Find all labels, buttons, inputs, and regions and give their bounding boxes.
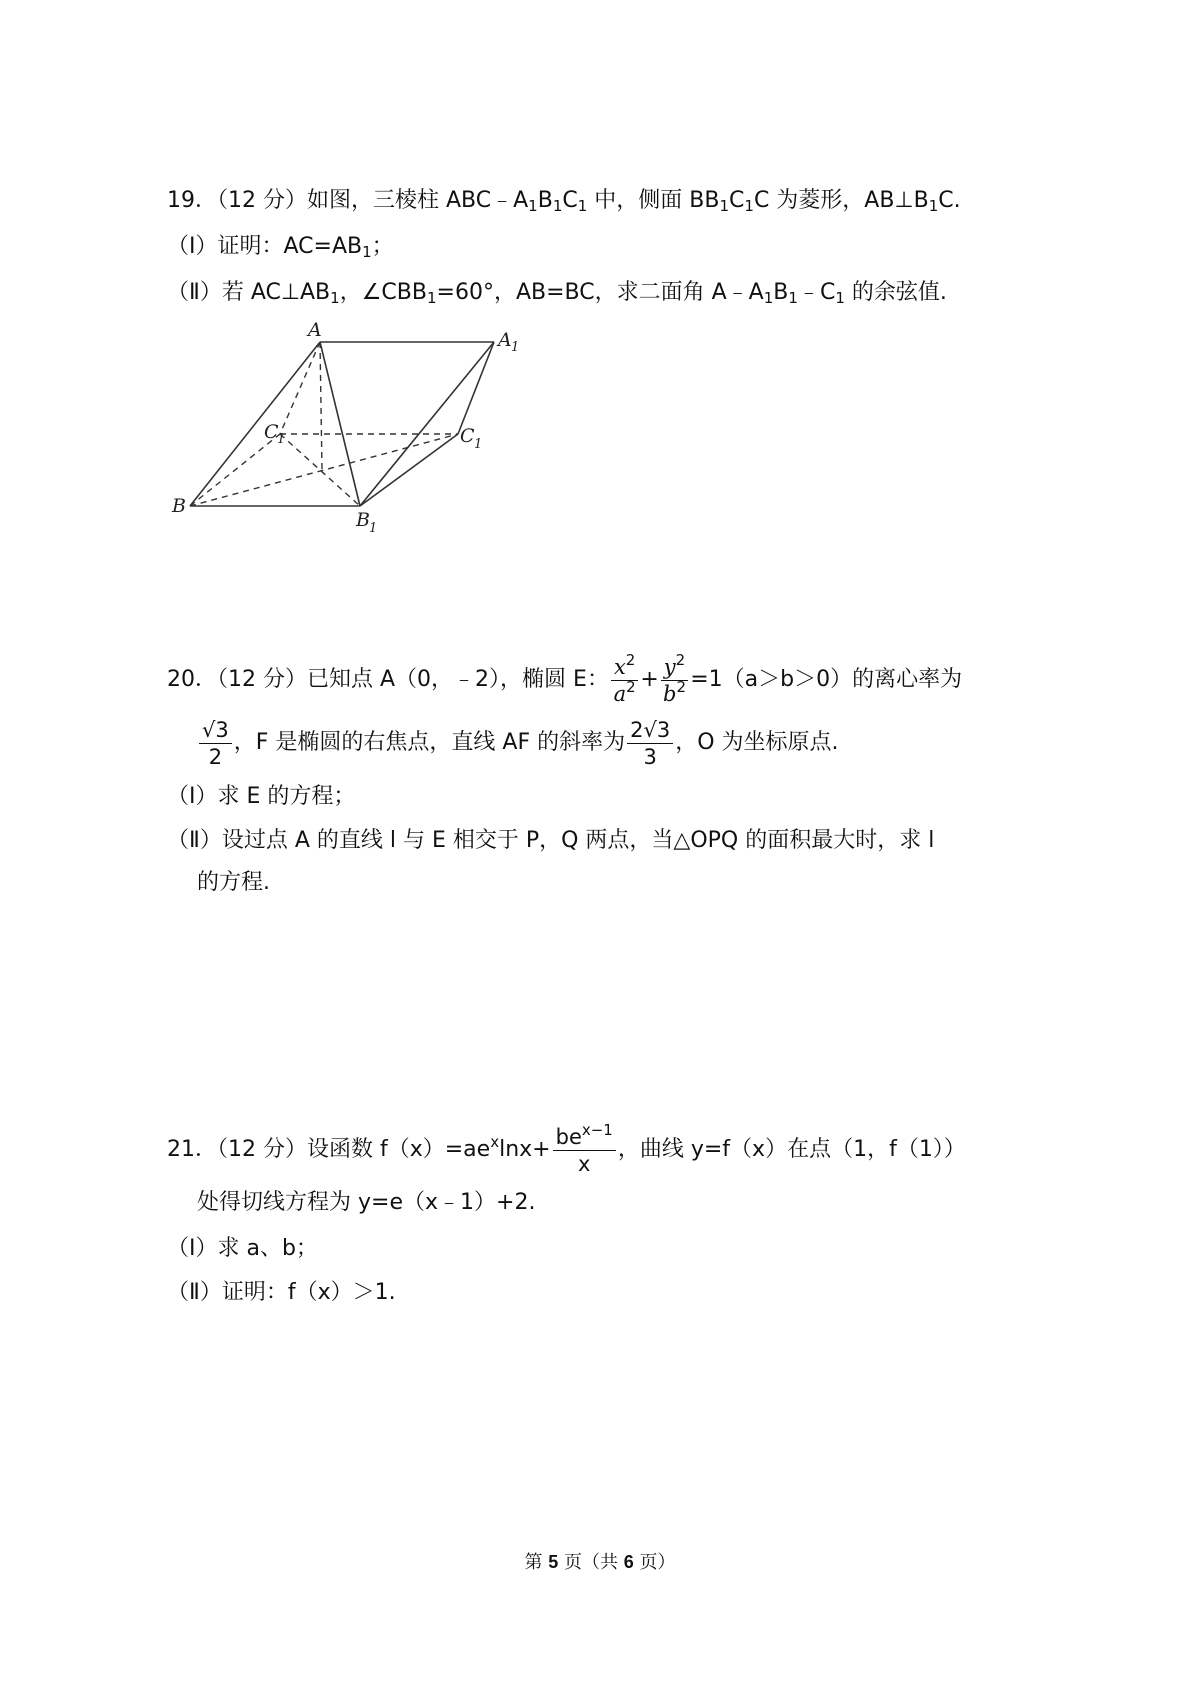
- edge-CB1: [280, 434, 360, 506]
- q20-part2-cont: 的方程.: [197, 870, 270, 895]
- label-B: B: [172, 495, 186, 517]
- q21-part2: （Ⅱ）证明：f（x）＞1.: [167, 1280, 396, 1305]
- fraction-y2-b2: $\frac{y^2}{b^2}$: [661, 654, 688, 707]
- fraction-x2-a2: $\frac{x^2}{a^2}$: [611, 654, 638, 707]
- fraction-be-over-x: $\frac{be^{x-1}}{x}$: [553, 1124, 616, 1177]
- label-A1: A: [498, 329, 512, 351]
- q19-part1: （Ⅰ）证明：$AC=AB_1$；: [167, 234, 394, 261]
- q21-line2: 处得切线方程为 y=e（x﹣1）+2.: [197, 1190, 536, 1215]
- label-C-sub: 1: [277, 432, 286, 447]
- edge-A1C1: [458, 342, 494, 434]
- fraction-2sqrt3-over-3: $\frac{2√3}{3}$: [627, 717, 673, 770]
- label-B1-sub: 1: [369, 521, 378, 536]
- prism-figure: [160, 320, 540, 580]
- q21-part1: （Ⅰ）求 a、b；: [167, 1236, 318, 1261]
- label-C1-sub: 1: [474, 437, 483, 452]
- label-C: C: [264, 421, 279, 443]
- fraction-sqrt3-over-2: $\frac{√3}{2}$: [199, 717, 232, 770]
- edge-AB: [190, 342, 320, 506]
- edge-AB1: [320, 342, 360, 506]
- edge-A-foot: [320, 342, 322, 470]
- label-A1-sub: 1: [511, 340, 520, 355]
- edge-BC: [190, 434, 280, 506]
- q19-stem: 19．（12 分）如图，三棱柱 $ABC﹣A_1B_1C_1$ 中，侧面 $BB_1C_1C$ 为菱形，$AB\perp B_1C$.: [167, 188, 961, 215]
- edge-BC1: [190, 434, 458, 506]
- label-B1: B: [356, 509, 370, 531]
- q19-part2: （Ⅱ）若 $AC\perp AB_1$，$\angle CBB_1=60^\circ$，AB=BC，求二面角 $A﹣A_1B_1﹣C_1$ 的余弦值.: [167, 280, 947, 307]
- q21-stem: 21．（12 分）设函数 $f(x)=ae^x\ln x+$ $\frac{be^{x-1}}{x}$ ，曲线 y=f（x）在点（1，f（1））: [167, 1120, 966, 1176]
- edge-A1B1: [360, 342, 494, 506]
- page-footer: 第 5 页（共 6 页）: [524, 1552, 676, 1573]
- edge-AC: [280, 342, 320, 434]
- label-C1: C: [460, 425, 475, 447]
- q20-part2: （Ⅱ）设过点 A 的直线 l 与 E 相交于 P，Q 两点，当△OPQ 的面积最大时，求 l: [167, 828, 935, 853]
- label-A: A: [308, 320, 322, 341]
- q20-part1: （Ⅰ）求 E 的方程；: [167, 784, 356, 809]
- q20-stem: 20．（12 分）已知点 A（0，﹣2），椭圆 E： $\frac{x^2}{a^2}$ + $\frac{y^2}{b^2}$ =1（a＞b＞0）的离心率为: [167, 650, 963, 706]
- q20-line2: $\frac{√3}{2}$ ，F 是椭圆的右焦点，直线 AF 的斜率为 $\frac{2√3}{3}$ ，O 为坐标原点.: [197, 712, 839, 774]
